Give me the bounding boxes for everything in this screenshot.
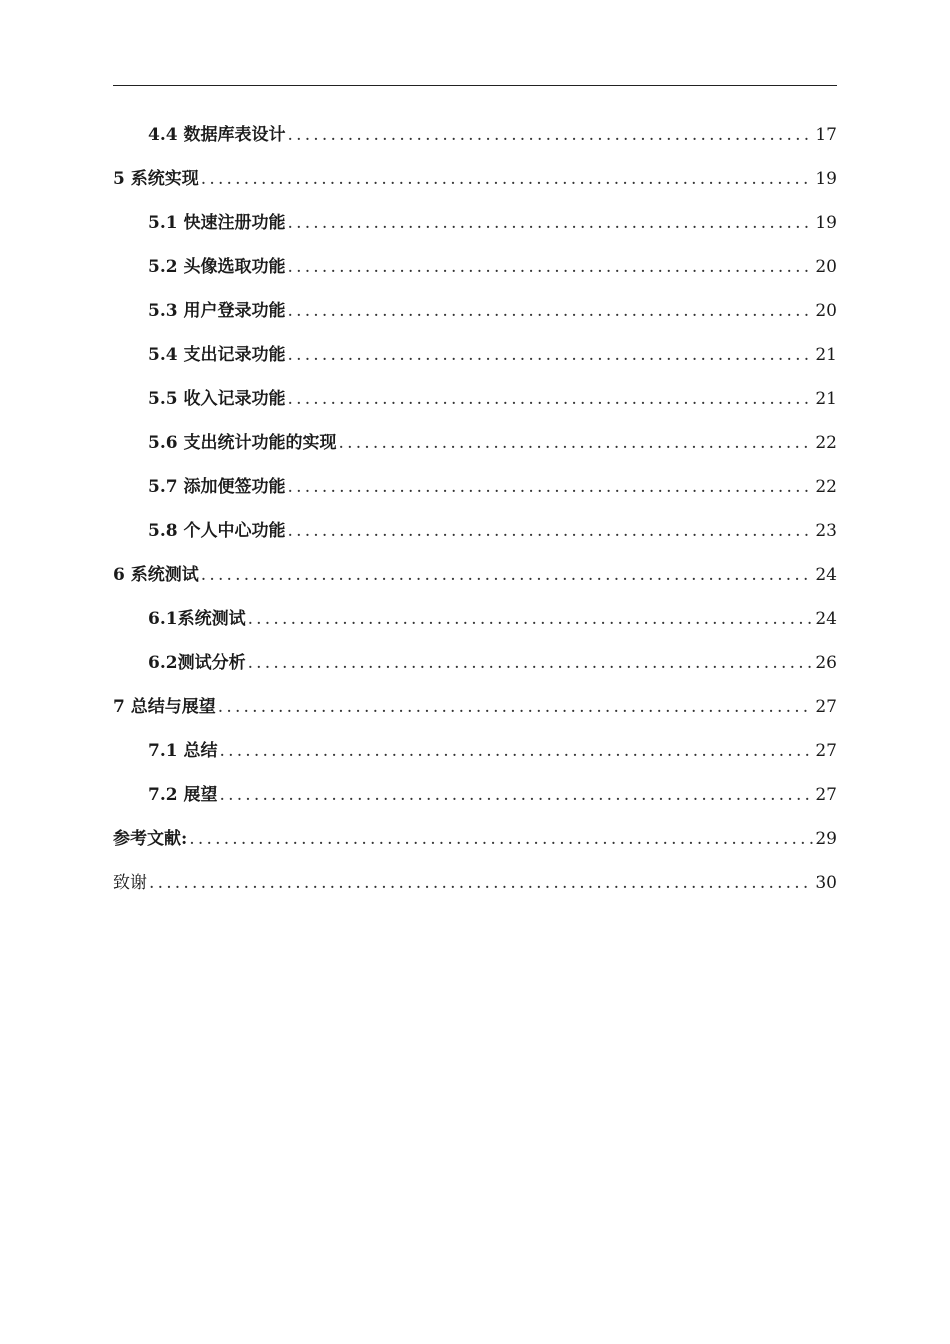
toc-entry-label: 6.1系统测试 [148,609,246,629]
toc-entry-page: 27 [815,785,837,805]
toc-entry-label: 7 总结与展望 [113,697,216,717]
toc-leader-dots [248,653,814,673]
toc-entry[interactable] [113,296,837,340]
toc-entry-page: 17 [815,125,837,145]
toc-entry-label: 5 系统实现 [113,169,199,189]
toc-leader-dots [201,169,814,189]
toc-leader-dots [339,433,814,453]
table-of-contents [113,120,837,912]
toc-entry-page: 21 [815,345,837,365]
toc-entry-page: 26 [815,653,837,673]
toc-entry[interactable] [113,428,837,472]
toc-entry[interactable] [113,516,837,560]
toc-entry-page: 27 [815,697,837,717]
toc-entry-label: 6.2测试分析 [148,653,246,673]
toc-leader-dots [248,609,814,629]
toc-entry-label: 参考文献: [113,829,188,849]
toc-leader-dots [288,257,814,277]
toc-entry-label: 5.5 收入记录功能 [148,389,286,409]
toc-entry[interactable] [113,824,837,868]
toc-entry[interactable] [113,164,837,208]
toc-entry-page: 24 [815,565,837,585]
toc-entry-page: 22 [815,477,837,497]
toc-entry-page: 24 [815,609,837,629]
toc-leader-dots [288,213,814,233]
toc-leader-dots [288,389,814,409]
toc-entry-label: 5.1 快速注册功能 [148,213,286,233]
toc-entry-page: 27 [815,741,837,761]
toc-entry-page: 22 [815,433,837,453]
toc-leader-dots [288,301,814,321]
toc-entry-page: 29 [815,829,837,849]
toc-entry[interactable] [113,780,837,824]
toc-entry-page: 19 [815,169,837,189]
toc-entry[interactable] [113,208,837,252]
toc-leader-dots [288,521,814,541]
toc-entry-label: 6 系统测试 [113,565,199,585]
toc-entry[interactable] [113,868,837,912]
toc-leader-dots [288,125,814,145]
toc-entry[interactable] [113,604,837,648]
toc-entry-label: 5.8 个人中心功能 [148,521,286,541]
toc-entry[interactable] [113,384,837,428]
toc-leader-dots [220,741,814,761]
toc-entry-page: 20 [815,257,837,277]
toc-entry-page: 19 [815,213,837,233]
toc-leader-dots [218,697,814,717]
toc-entry[interactable] [113,648,837,692]
toc-entry-page: 23 [815,521,837,541]
toc-entry-page: 20 [815,301,837,321]
toc-entry[interactable] [113,252,837,296]
toc-entry-page: 21 [815,389,837,409]
toc-entry[interactable] [113,120,837,164]
toc-entry[interactable] [113,692,837,736]
toc-entry[interactable] [113,736,837,780]
toc-leader-dots [189,829,813,849]
toc-leader-dots [149,873,813,893]
toc-entry-label: 5.4 支出记录功能 [148,345,286,365]
toc-entry-label: 7.2 展望 [148,785,218,805]
toc-leader-dots [288,477,814,497]
toc-leader-dots [288,345,814,365]
toc-entry[interactable] [113,560,837,604]
toc-entry[interactable] [113,340,837,384]
header-rule [113,85,837,86]
toc-entry-label: 4.4 数据库表设计 [148,125,286,145]
toc-entry-label: 5.6 支出统计功能的实现 [148,433,337,453]
toc-leader-dots [201,565,814,585]
toc-entry[interactable] [113,472,837,516]
toc-entry-label: 5.7 添加便签功能 [148,477,286,497]
toc-entry-label: 5.3 用户登录功能 [148,301,286,321]
toc-leader-dots [220,785,814,805]
toc-entry-label: 7.1 总结 [148,741,218,761]
toc-entry-label: 5.2 头像选取功能 [148,257,286,277]
toc-entry-label: 致谢 [113,873,147,893]
toc-entry-page: 30 [815,873,837,893]
